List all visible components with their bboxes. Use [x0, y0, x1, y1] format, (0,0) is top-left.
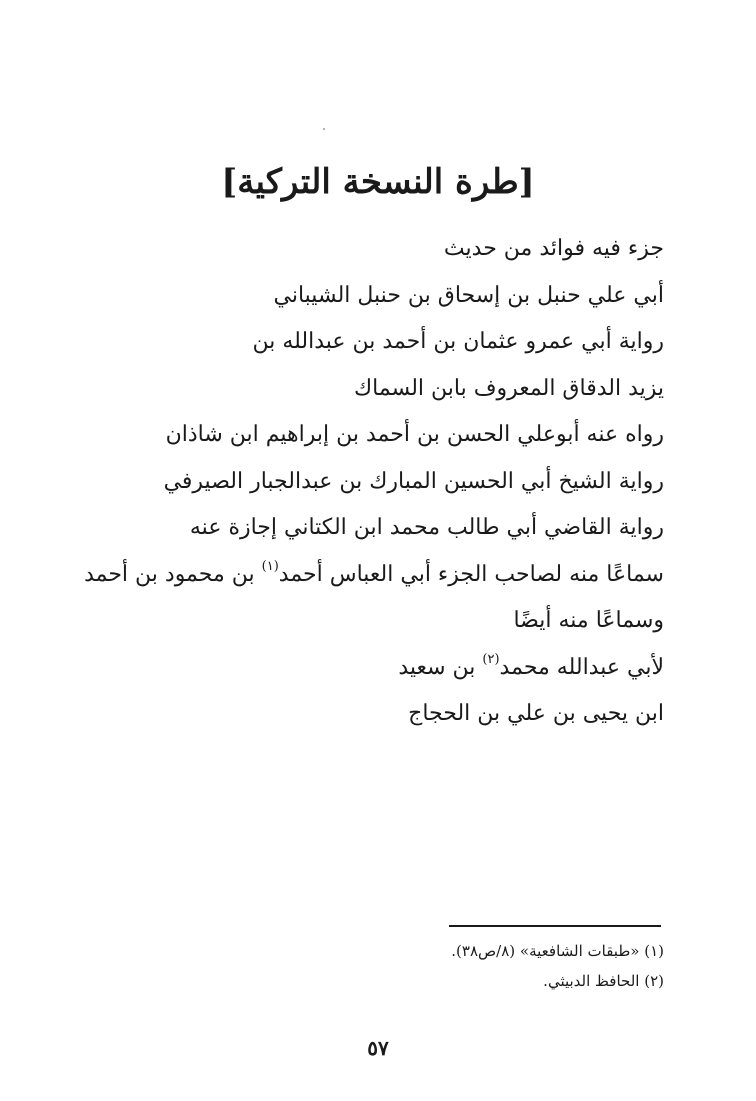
- footnote: (١) «طبقات الشافعية» (٨/ص٣٨).: [451, 942, 664, 960]
- text-line: وسماعًا منه أيضًا: [513, 608, 664, 633]
- text-line: رواه عنه أبوعلي الحسن بن أحمد بن إبراهيم ابن شاذان: [165, 422, 664, 447]
- footnotes: [164, 936, 664, 996]
- line-text: لأبي عبدالله محمد: [499, 654, 664, 680]
- footnote-marker: (١): [261, 558, 279, 574]
- text-line: رواية أبي عمرو عثمان بن أحمد بن عبدالله بن: [252, 329, 664, 354]
- line-text: بن سعيد: [398, 654, 483, 680]
- text-line: رواية الشيخ أبي الحسين المبارك بن عبدالجبار الصيرفي: [163, 468, 664, 494]
- text-line: [64, 552, 664, 599]
- footnote-divider: [449, 925, 661, 927]
- text-line: رواية القاضي أبي طالب محمد ابن الكتاني إجازة عنه: [189, 515, 664, 540]
- line-text: بن محمود بن أحمد: [84, 561, 262, 587]
- footnote-marker: (٢): [482, 651, 500, 667]
- title-page-text: [64, 226, 664, 738]
- text-line: [64, 645, 664, 692]
- text-line: يزيد الدقاق المعروف بابن السماك: [354, 375, 664, 401]
- page-speck: [323, 128, 325, 130]
- text-line: جزء فيه فوائد من حديث: [443, 236, 664, 261]
- text-line: أبي علي حنبل بن إسحاق بن حنبل الشيباني: [273, 282, 664, 308]
- page-title: [طرة النسخة التركية]: [221, 162, 535, 202]
- footnote: (٢) الحافظ الدبيثي.: [543, 972, 664, 990]
- text-line: ابن يحيى بن علي بن الحجاج: [408, 701, 664, 726]
- page-number: ٥٧: [367, 1036, 389, 1060]
- line-text: سماعًا منه لصاحب الجزء أبي العباس أحمد: [278, 561, 664, 587]
